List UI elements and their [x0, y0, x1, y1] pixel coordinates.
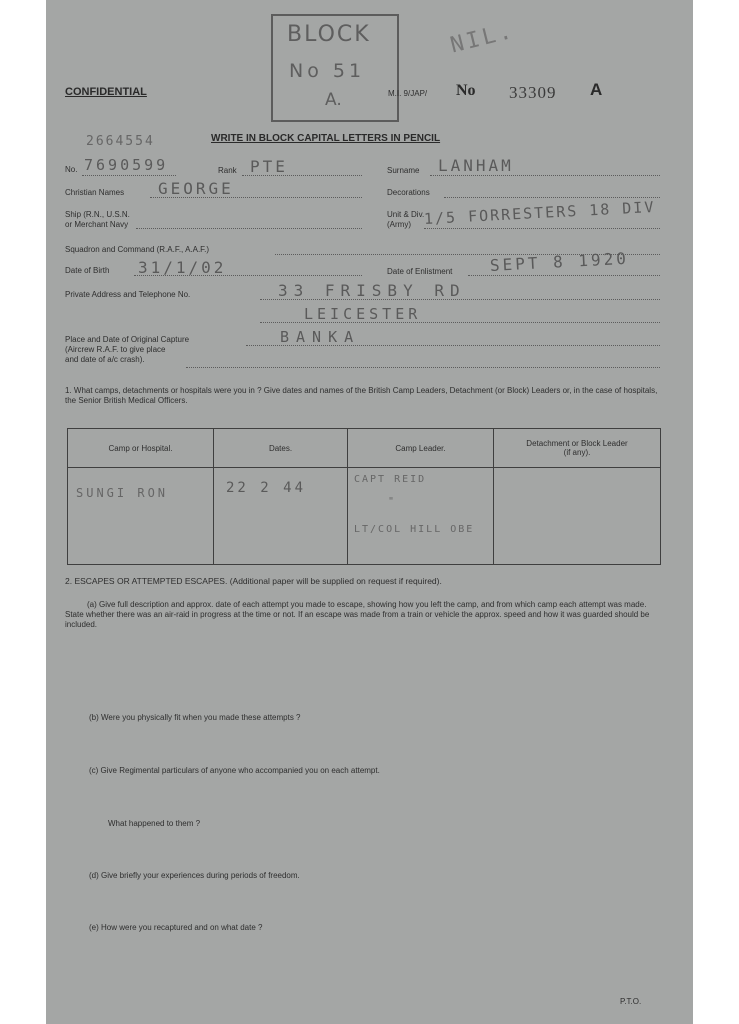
unit-label-1: Unit & Div.: [387, 210, 425, 219]
camps-table: [67, 428, 661, 565]
header-camp: Camp or Hospital.: [68, 429, 214, 468]
question-2b-text: (b) Were you physically fit when you made these attempts ?: [89, 713, 301, 722]
instruction-heading: WRITE IN BLOCK CAPITAL LETTERS IN PENCIL: [211, 133, 441, 144]
decorations-label: Decorations: [387, 188, 430, 197]
header-detachment: Detachment or Block Leader (if any).: [494, 429, 661, 468]
number-suffix: A: [590, 80, 603, 99]
leader-value-3[interactable]: LT/COL HILL OBE: [354, 524, 475, 535]
dob-value[interactable]: 31/1/02: [138, 258, 227, 277]
confidential-label: CONFIDENTIAL: [65, 86, 147, 98]
service-number-above: 2664554: [86, 134, 155, 149]
dates-value[interactable]: 22 2 44: [226, 480, 307, 496]
question-2e-text: (e) How were you recaptured and on what date ?: [89, 923, 263, 932]
enlistment-label: Date of Enlistment: [387, 267, 453, 276]
ship-label-2: or Merchant Navy: [65, 220, 129, 229]
question-2a-text: (a) Give full description and approx. date of each attempt you made to escape, showing how you left the camp, and from which camp each attempt was made. State whether there was an air-raid in progress at the time or not. If an escape was made from a train or vehicle the approx. speed and how it was guarded should be included.: [65, 600, 650, 629]
service-number-value[interactable]: 7690599: [84, 156, 169, 174]
rank-label: Rank: [218, 166, 237, 175]
pto-label: P.T.O.: [620, 997, 642, 1006]
unit-value[interactable]: 1/5 FORRESTERS 18 DIV: [423, 197, 656, 228]
stamp-line-2: No 51: [289, 60, 366, 82]
block-stamp: [271, 14, 399, 122]
capture-value[interactable]: BANKA: [280, 328, 361, 346]
address-line-2[interactable]: LEICESTER: [304, 305, 422, 323]
question-2c-text: (c) Give Regimental particulars of anyone who accompanied you on each attempt.: [89, 766, 380, 775]
form-page: [46, 0, 693, 1024]
christian-names-label: Christian Names: [65, 188, 125, 197]
number-value: 33309: [509, 83, 557, 102]
question-1-text: 1. What camps, detachments or hospitals were you in ? Give dates and names of the British Camp Leaders, Detachment (or Block) Leaders or, in the case of hospitals, the Senior British Medical Officers.: [65, 386, 658, 405]
question-2d-text: (d) Give briefly your experiences during periods of freedom.: [89, 871, 300, 880]
margin-note: NIL.: [447, 18, 518, 59]
form-code: M.I. 9/JAP/: [388, 89, 428, 98]
capture-label-3: and date of a/c crash).: [65, 355, 145, 364]
table-row: [68, 468, 661, 565]
leader-value-2[interactable]: ": [388, 496, 397, 507]
header-camp-leader: Camp Leader.: [348, 429, 494, 468]
camp-value[interactable]: SUNGI RON: [76, 486, 169, 500]
detachment-value[interactable]: [494, 468, 661, 565]
stamp-line-3: A.: [325, 90, 342, 110]
surname-value[interactable]: LANHAM: [438, 156, 514, 175]
rank-value[interactable]: PTE: [250, 157, 288, 176]
unit-label-2: (Army): [387, 220, 411, 229]
no-label: No.: [65, 165, 78, 174]
squadron-label: Squadron and Command (R.A.F., A.A.F.): [65, 245, 210, 254]
header-dates: Dates.: [214, 429, 348, 468]
leader-value-1[interactable]: CAPT REID: [354, 474, 427, 485]
enlistment-value[interactable]: SEPT 8 1920: [489, 248, 630, 275]
address-label: Private Address and Telephone No.: [65, 290, 191, 299]
ship-label-1: Ship (R.N., U.S.N.: [65, 210, 130, 219]
capture-label-1: Place and Date of Original Capture: [65, 335, 190, 344]
stamp-line-1: BLOCK: [287, 22, 371, 47]
christian-names-value[interactable]: GEORGE: [158, 179, 234, 198]
dob-label: Date of Birth: [65, 266, 110, 275]
camps-table-header: [68, 429, 661, 468]
question-2c-followup: What happened to them ?: [108, 819, 201, 828]
number-label: No: [456, 82, 476, 99]
address-line-1[interactable]: 33 FRISBY RD: [278, 281, 466, 300]
surname-label: Surname: [387, 166, 420, 175]
capture-label-2: (Aircrew R.A.F. to give place: [65, 345, 166, 354]
question-2-heading: 2. ESCAPES OR ATTEMPTED ESCAPES. (Additional paper will be supplied on request if required).: [65, 576, 442, 586]
